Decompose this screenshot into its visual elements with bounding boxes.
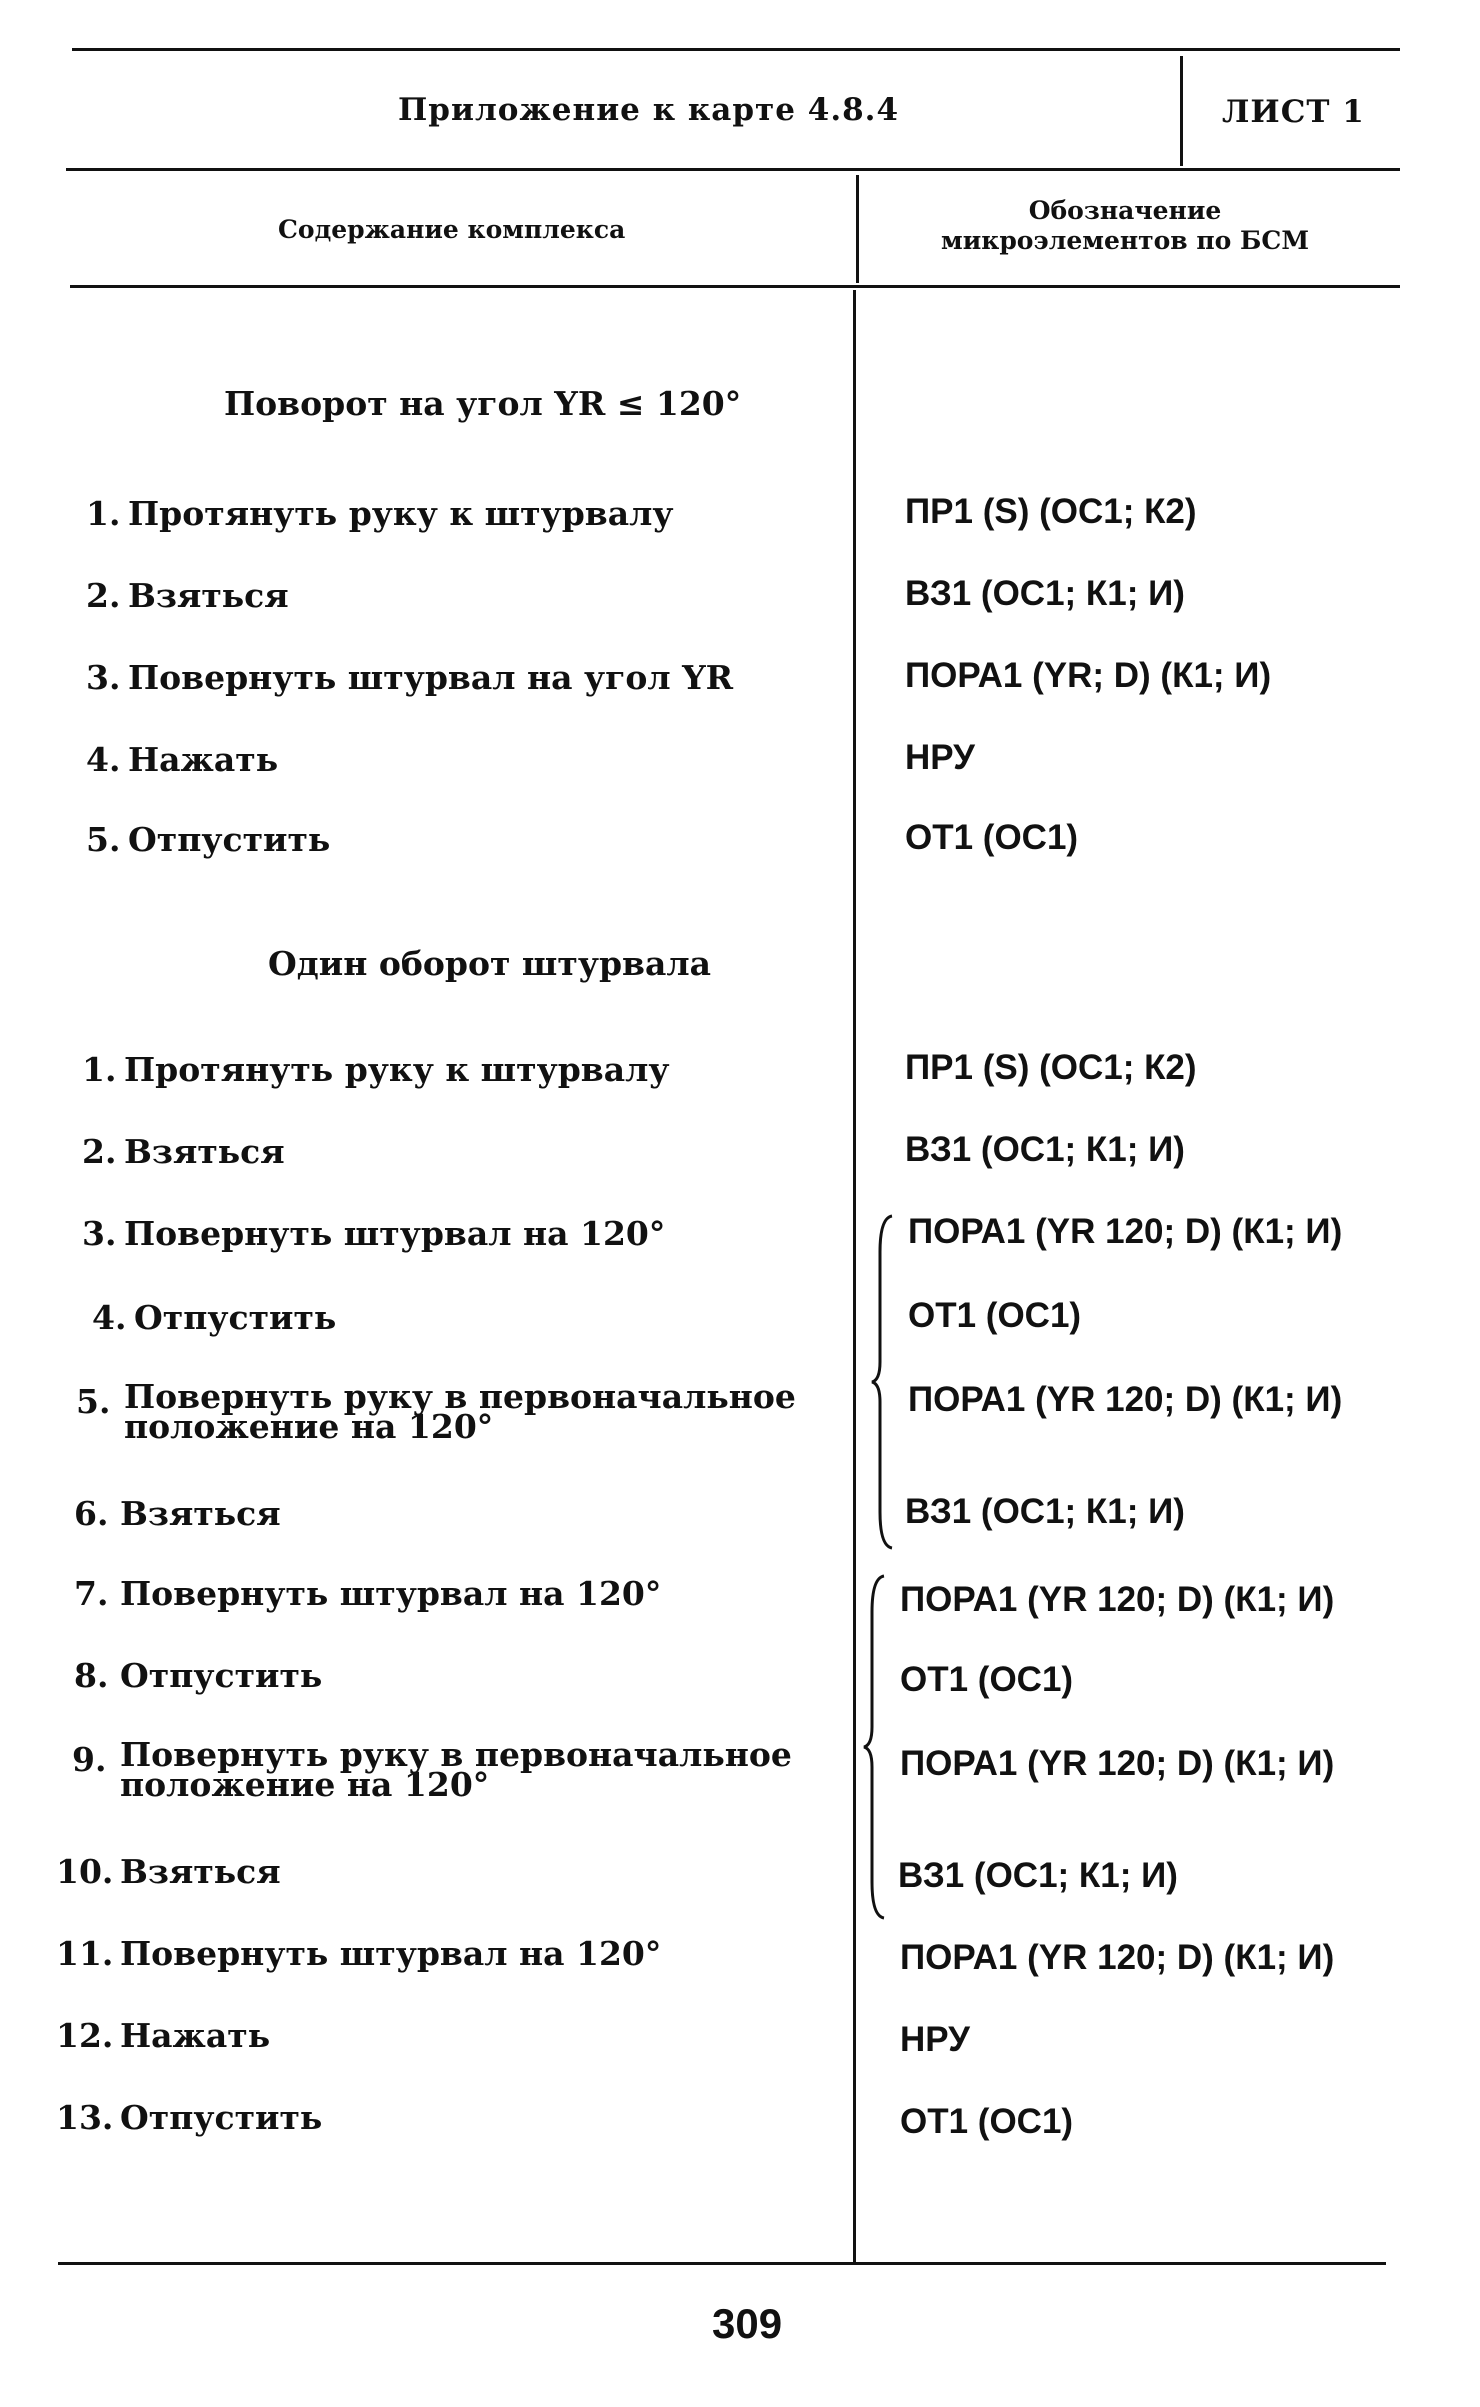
row-number: 4. — [92, 1298, 127, 1337]
row-code: ПР1 (S) (ОС1; К2) — [905, 492, 1197, 531]
row-text: Повернуть штурвал на 120° — [120, 1934, 662, 1973]
row-text: Повернуть штурвал на 120° — [120, 1574, 662, 1613]
row-text: Отпустить — [128, 820, 331, 859]
column-header-rule — [70, 285, 1400, 288]
group-brace-2 — [862, 1572, 892, 1922]
row-text: Взяться — [120, 1852, 281, 1891]
top-rule — [72, 48, 1400, 51]
row-number: 11. — [56, 1934, 114, 1973]
row-number: 4. — [86, 740, 121, 779]
row-text: Протянуть руку к штурвалу — [124, 1050, 670, 1089]
page-number: 309 — [712, 2300, 783, 2347]
row-code: ПОРА1 (YR 120; D) (К1; И) — [900, 1580, 1335, 1619]
row-code: ВЗ1 (ОС1; К1; И) — [905, 1130, 1185, 1169]
row-number: 3. — [86, 658, 121, 697]
row-number: 7. — [74, 1574, 109, 1613]
row-number: 2. — [86, 576, 121, 615]
row-code: ПОРА1 (YR 120; D) (К1; И) — [900, 1744, 1335, 1783]
row-number: 5. — [76, 1382, 111, 1421]
column-divider-header — [856, 175, 859, 283]
row-text: Нажать — [120, 2016, 271, 2055]
row-code: ВЗ1 (ОС1; К1; И) — [898, 1856, 1178, 1895]
row-number: 10. — [56, 1852, 114, 1891]
row-text: Повернуть штурвал на 120° — [124, 1214, 666, 1253]
row-code: ПОРА1 (YR; D) (К1; И) — [905, 656, 1272, 695]
header-rule — [66, 168, 1400, 171]
row-text: Отпустить — [120, 1656, 323, 1695]
section-title: Поворот на угол YR ≤ 120° — [224, 384, 742, 423]
row-number: 3. — [82, 1214, 117, 1253]
row-code: ПОРА1 (YR 120; D) (К1; И) — [908, 1380, 1343, 1419]
sheet-label: ЛИСТ 1 — [1222, 94, 1365, 130]
row-code: НРУ — [900, 2020, 970, 2059]
row-number: 9. — [72, 1740, 107, 1779]
row-number: 2. — [82, 1132, 117, 1171]
row-number: 6. — [74, 1494, 109, 1533]
row-code: НРУ — [905, 738, 975, 777]
row-text: Повернуть руку в первоначальное положение на 120° — [120, 1735, 792, 1804]
row-number: 8. — [74, 1656, 109, 1695]
column-header-designation: Обозначение микроэлементов по БСМ — [941, 196, 1309, 255]
row-code: ПОРА1 (YR 120; D) (К1; И) — [900, 1938, 1335, 1977]
section-title: Один оборот штурвала — [268, 944, 711, 983]
row-code: ВЗ1 (ОС1; К1; И) — [905, 1492, 1185, 1531]
header-divider — [1180, 56, 1183, 166]
bottom-rule — [58, 2262, 1386, 2265]
column-divider — [853, 290, 856, 2262]
row-text: Нажать — [128, 740, 279, 779]
group-brace-1 — [870, 1212, 900, 1552]
row-text: Повернуть руку в первоначальное положение на 120° — [124, 1377, 796, 1446]
row-code: ОТ1 (ОС1) — [900, 1660, 1074, 1699]
row-number: 12. — [56, 2016, 114, 2055]
row-number: 1. — [86, 494, 121, 533]
row-text: Взяться — [128, 576, 289, 615]
row-code: ОТ1 (ОС1) — [908, 1296, 1082, 1335]
row-number: 13. — [56, 2098, 114, 2137]
row-text: Взяться — [124, 1132, 285, 1171]
row-text: Отпустить — [134, 1298, 337, 1337]
row-code: ПР1 (S) (ОС1; К2) — [905, 1048, 1197, 1087]
column-header-content: Содержание комплекса — [278, 215, 626, 244]
appendix-title: Приложение к карте 4.8.4 — [398, 92, 900, 128]
row-number: 1. — [82, 1050, 117, 1089]
row-code: ОТ1 (ОС1) — [905, 818, 1079, 857]
row-text: Взяться — [120, 1494, 281, 1533]
row-text: Протянуть руку к штурвалу — [128, 494, 674, 533]
row-number: 5. — [86, 820, 121, 859]
row-text: Повернуть штурвал на угол YR — [128, 658, 734, 697]
row-code: ОТ1 (ОС1) — [900, 2102, 1074, 2141]
row-code: ВЗ1 (ОС1; К1; И) — [905, 574, 1185, 613]
row-text: Отпустить — [120, 2098, 323, 2137]
row-code: ПОРА1 (YR 120; D) (К1; И) — [908, 1212, 1343, 1251]
